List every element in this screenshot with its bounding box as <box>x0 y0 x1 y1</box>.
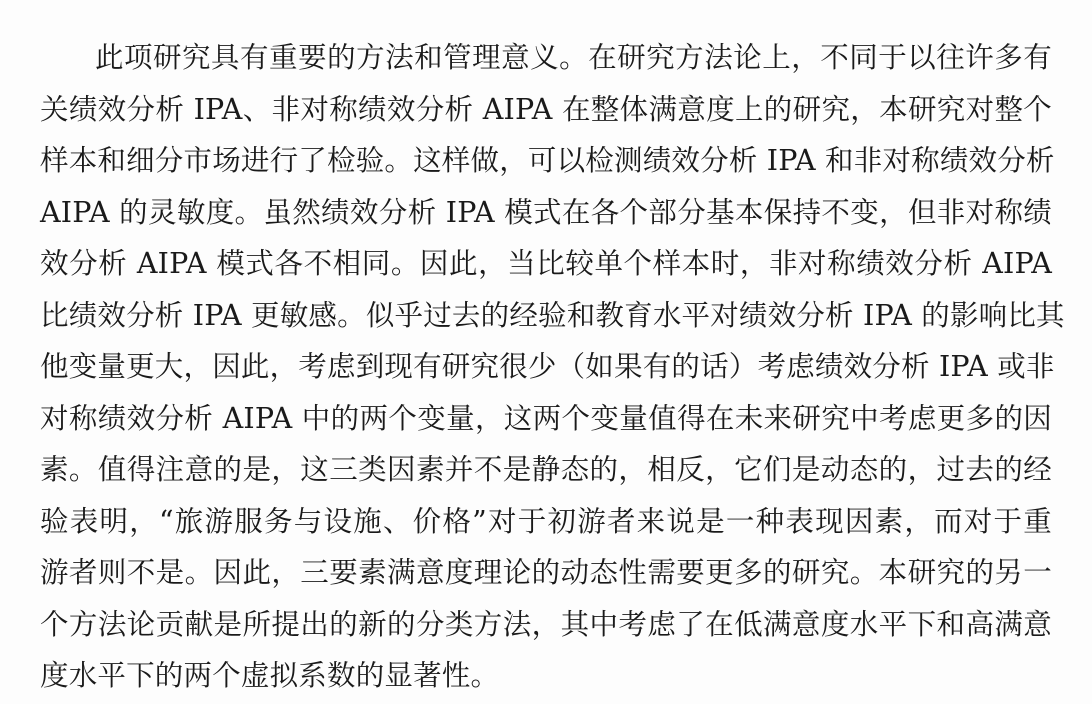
text-line: 度水平下的两个虚拟系数的显著性。 <box>40 659 500 692</box>
text-line: AIPA 的灵敏度。虽然绩效分析 IPA 模式在各个部分基本保持不变，但非对称绩 <box>40 195 1052 229</box>
text-line: 验表明，“旅游服务与设施、价格”对于初游者来说是一种表现因素，而对于重 <box>40 504 1052 538</box>
text-line: 个方法论贡献是所提出的新的分类方法，其中考虑了在低满意度水平下和高满意 <box>40 607 1052 641</box>
text-line: 他变量更大，因此，考虑到现有研究很少（如果有的话）考虑绩效分析 IPA 或非 <box>40 350 1055 383</box>
text-line: 样本和细分市场进行了检验。这样做，可以检测绩效分析 IPA 和非对称绩效分析 <box>40 144 1055 177</box>
text-line: 关绩效分析 IPA、非对称绩效分析 AIPA 在整体满意度上的研究，本研究对整个 <box>40 92 1052 126</box>
text-line: 此项研究具有重要的方法和管理意义。在研究方法论上，不同于以往许多有 <box>95 41 1052 74</box>
text-line: 对称绩效分析 AIPA 中的两个变量，这两个变量值得在未来研究中考虑更多的因 <box>40 401 1052 435</box>
text-line: 游者则不是。因此，三要素满意度理论的动态性需要更多的研究。本研究的另一 <box>40 556 1052 589</box>
text-line: 比绩效分析 IPA 更敏感。似乎过去的经验和教育水平对绩效分析 IPA 的影响比其 <box>40 298 1065 332</box>
text-line: 效分析 AIPA 模式各不相同。因此，当比较单个样本时，非对称绩效分析 AIPA <box>40 247 1052 280</box>
text-line: 素。值得注意的是，这三类因素并不是静态的，相反，它们是动态的，过去的经 <box>40 453 1052 486</box>
